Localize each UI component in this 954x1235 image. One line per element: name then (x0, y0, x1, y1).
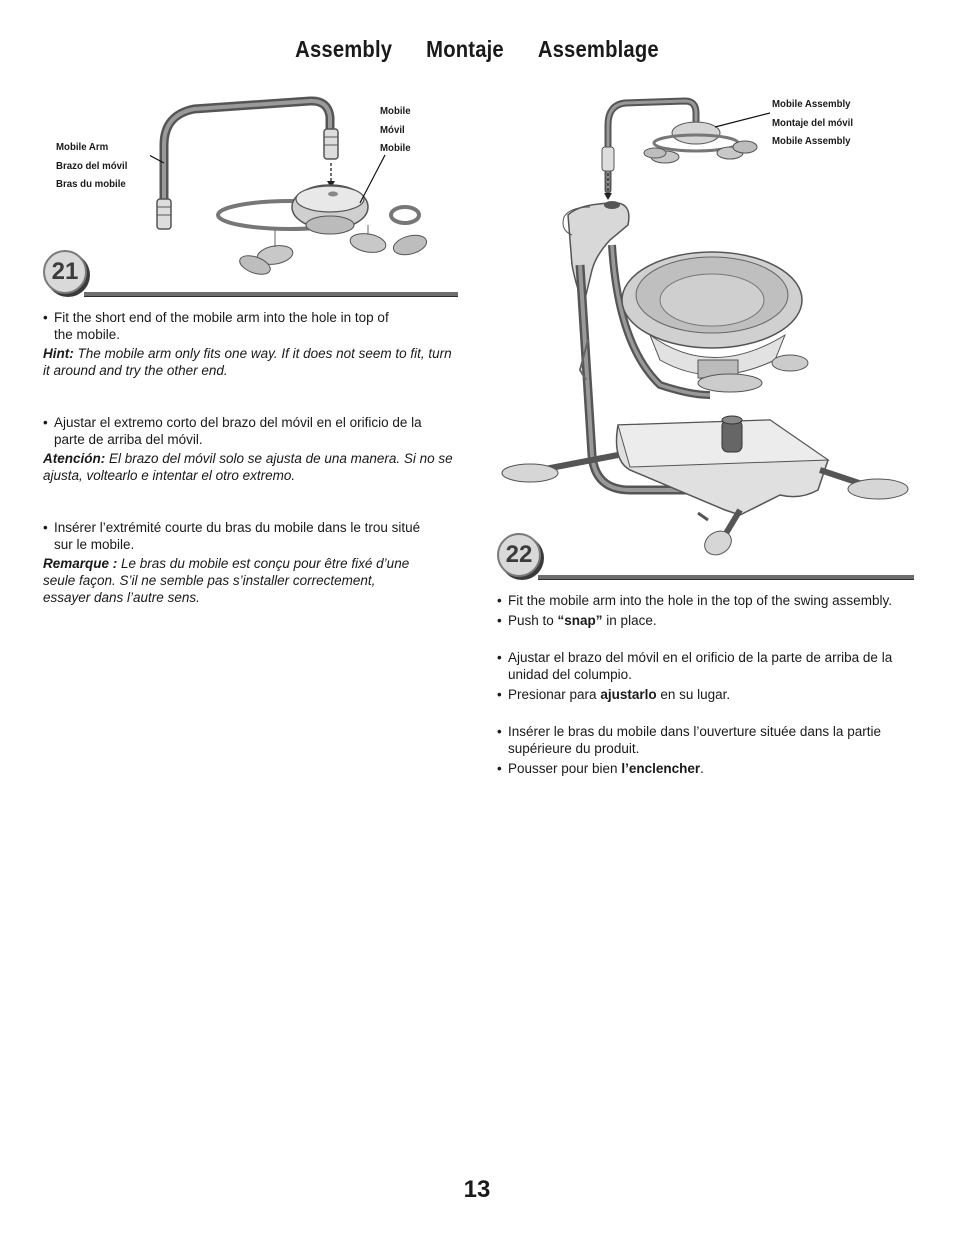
mobile-arm-callout (56, 138, 127, 194)
instruction-item: • Ajustar el extremo corto del brazo del móvil en el orificio de la parte de arriba del móvil. (43, 414, 453, 448)
instruction-item: • Insérer le bras du mobile dans l’ouverture située dans la partie supérieure du produit. (497, 723, 917, 757)
step-number-badge: 21 (43, 250, 87, 294)
hint-note: Hint: The mobile arm only fits one way. If it does not seem to fit, turn it around and try the other end. (43, 346, 452, 378)
step22-instructions (497, 592, 917, 777)
title-english: Assembly (295, 36, 393, 62)
hint-note: Remarque : Le bras du mobile est conçu pour être fixé d’une seule façon. S’il ne semble pas s’installer correctement, essayer dans l’autre sens. (43, 556, 410, 605)
instruction-item: • Presionar para ajustarlo en su lugar. (497, 686, 917, 703)
callout-label: Montaje del móvil (772, 116, 854, 129)
callout-label: Brazo del móvil (56, 159, 128, 172)
mobile-callout (380, 102, 411, 158)
step-number-badge: 22 (497, 533, 541, 577)
callout-label: Mobile Assembly (772, 135, 851, 147)
callout-label: Móvil (380, 123, 405, 136)
mobile-arm-shape (164, 101, 330, 203)
mobile-assembly-callout (772, 95, 853, 151)
title-french: Assemblage (537, 36, 659, 62)
instruction-item: • Fit the short end of the mobile arm into the hole in top of the mobile. (43, 309, 453, 343)
step-divider (538, 575, 914, 579)
hint-note: Atención: El brazo del móvil solo se ajusta de una manera. Si no se ajusta, voltearlo e intentar el otro extremo. (43, 451, 453, 483)
instruction-item: • Insérer l’extrémité courte du bras du mobile dans le trou situé sur le mobile. (43, 519, 453, 553)
callout-label: Bras du mobile (56, 178, 126, 190)
page-number: 13 (463, 1176, 491, 1203)
callout-label: Mobile (380, 142, 411, 154)
page-title (57, 36, 897, 63)
swing-assembly-illustration (500, 95, 912, 565)
step-divider (84, 292, 458, 296)
callout-label: Mobile (380, 105, 411, 117)
callout-label: Mobile Assembly (772, 98, 851, 110)
callout-label: Mobile Arm (56, 141, 109, 153)
instruction-item: • Push to “snap” in place. (497, 612, 917, 629)
instruction-item: • Ajustar el brazo del móvil en el orificio de la parte de arriba de la unidad del columpio. (497, 649, 917, 683)
instruction-item: • Fit the mobile arm into the hole in the top of the swing assembly. (497, 592, 917, 609)
title-spanish: Montaje (426, 36, 504, 62)
step21-instructions (43, 309, 453, 606)
instruction-item: • Pousser pour bien l’enclencher. (497, 760, 917, 777)
